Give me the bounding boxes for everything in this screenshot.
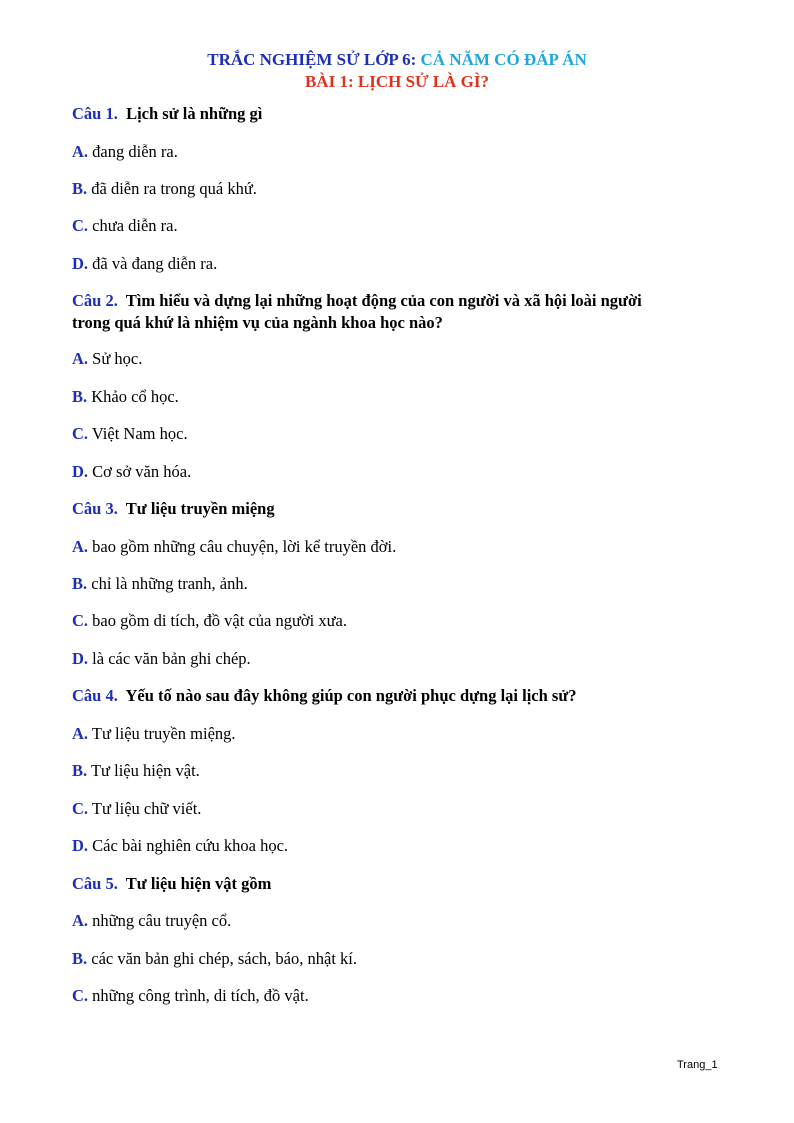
option-text: bao gồm di tích, đồ vật của người xưa. xyxy=(92,611,347,630)
question-text: Tư liệu hiện vật gồm xyxy=(125,874,272,893)
option-3d xyxy=(72,648,732,669)
lesson-title: BÀI 1: LỊCH SỬ LÀ GÌ? xyxy=(304,72,490,91)
option-2d xyxy=(72,461,732,482)
option-4a xyxy=(72,723,732,744)
option-letter: D. xyxy=(72,462,89,481)
option-text: đang diễn ra. xyxy=(92,142,178,161)
option-text: đã diễn ra trong quá khứ. xyxy=(91,179,257,198)
option-letter: C. xyxy=(72,986,89,1005)
option-letter: B. xyxy=(72,574,88,593)
option-text: những công trình, di tích, đồ vật. xyxy=(92,986,309,1005)
option-2a xyxy=(72,348,732,369)
option-text: những câu truyện cổ. xyxy=(92,911,232,930)
option-letter: A. xyxy=(72,142,89,161)
option-text: Tư liệu hiện vật. xyxy=(90,761,200,780)
option-text: Việt Nam học. xyxy=(91,424,188,443)
question-text: Tư liệu truyền miệng xyxy=(125,499,275,518)
option-1a xyxy=(72,141,732,162)
option-letter: B. xyxy=(72,387,88,406)
option-4c xyxy=(72,798,732,819)
option-letter: C. xyxy=(72,216,89,235)
question-number: Câu 5. xyxy=(72,874,118,893)
option-4b xyxy=(72,760,732,781)
title-accent: CẢ NĂM CÓ ĐÁP ÁN xyxy=(420,50,587,69)
option-letter: D. xyxy=(72,254,89,273)
question-number: Câu 1. xyxy=(72,104,118,123)
page-number: Trang_1 xyxy=(677,1059,718,1071)
option-1d xyxy=(72,253,732,274)
option-letter: A. xyxy=(72,537,89,556)
question-text: trong quá khứ là nhiệm vụ của ngành khoa học nào? xyxy=(72,313,443,332)
option-text: Tư liệu truyền miệng. xyxy=(91,724,236,743)
option-text: Sử học. xyxy=(92,349,143,368)
option-2c xyxy=(72,423,732,444)
question-2-continued xyxy=(72,312,732,333)
document-title xyxy=(0,50,794,70)
option-text: Cơ sở văn hóa. xyxy=(92,462,192,481)
option-letter: A. xyxy=(72,724,89,743)
option-1c xyxy=(72,215,732,236)
option-3c xyxy=(72,610,732,631)
question-text: Tìm hiểu và dựng lại những hoạt động của con người và xã hội loài người xyxy=(125,291,642,310)
option-text: bao gồm những câu chuyện, lời kể truyền đời. xyxy=(92,537,397,556)
option-letter: C. xyxy=(72,611,89,630)
option-letter: C. xyxy=(72,424,89,443)
option-text: chưa diễn ra. xyxy=(92,216,178,235)
option-letter: B. xyxy=(72,761,88,780)
option-letter: A. xyxy=(72,911,89,930)
option-1b xyxy=(72,178,732,199)
option-2b xyxy=(72,386,732,407)
question-4 xyxy=(72,685,732,706)
option-4d xyxy=(72,835,732,856)
option-text: chỉ là những tranh, ảnh. xyxy=(91,574,248,593)
title-main: TRẮC NGHIỆM SỬ LỚP 6: xyxy=(207,50,417,69)
option-letter: D. xyxy=(72,649,89,668)
question-text: Lịch sử là những gì xyxy=(126,104,263,123)
option-3b xyxy=(72,573,732,594)
question-number: Câu 2. xyxy=(72,291,118,310)
option-5b xyxy=(72,948,732,969)
option-text: Các bài nghiên cứu khoa học. xyxy=(92,836,289,855)
option-text: đã và đang diễn ra. xyxy=(92,254,218,273)
option-letter: C. xyxy=(72,799,89,818)
option-3a xyxy=(72,536,732,557)
question-number: Câu 3. xyxy=(72,499,118,518)
option-letter: B. xyxy=(72,949,88,968)
question-5 xyxy=(72,873,732,894)
option-5c xyxy=(72,985,732,1006)
question-2 xyxy=(72,290,732,311)
option-letter: D. xyxy=(72,836,89,855)
question-1 xyxy=(72,103,732,124)
option-text: là các văn bản ghi chép. xyxy=(92,649,251,668)
question-number: Câu 4. xyxy=(72,686,118,705)
option-letter: B. xyxy=(72,179,88,198)
question-3 xyxy=(72,498,732,519)
option-letter: A. xyxy=(72,349,89,368)
option-5a xyxy=(72,910,732,931)
option-text: Khảo cổ học. xyxy=(91,387,179,406)
question-text: Yếu tố nào sau đây không giúp con người phục dựng lại lịch sử? xyxy=(125,686,577,705)
option-text: các văn bản ghi chép, sách, báo, nhật kí. xyxy=(91,949,357,968)
option-text: Tư liệu chữ viết. xyxy=(91,799,202,818)
